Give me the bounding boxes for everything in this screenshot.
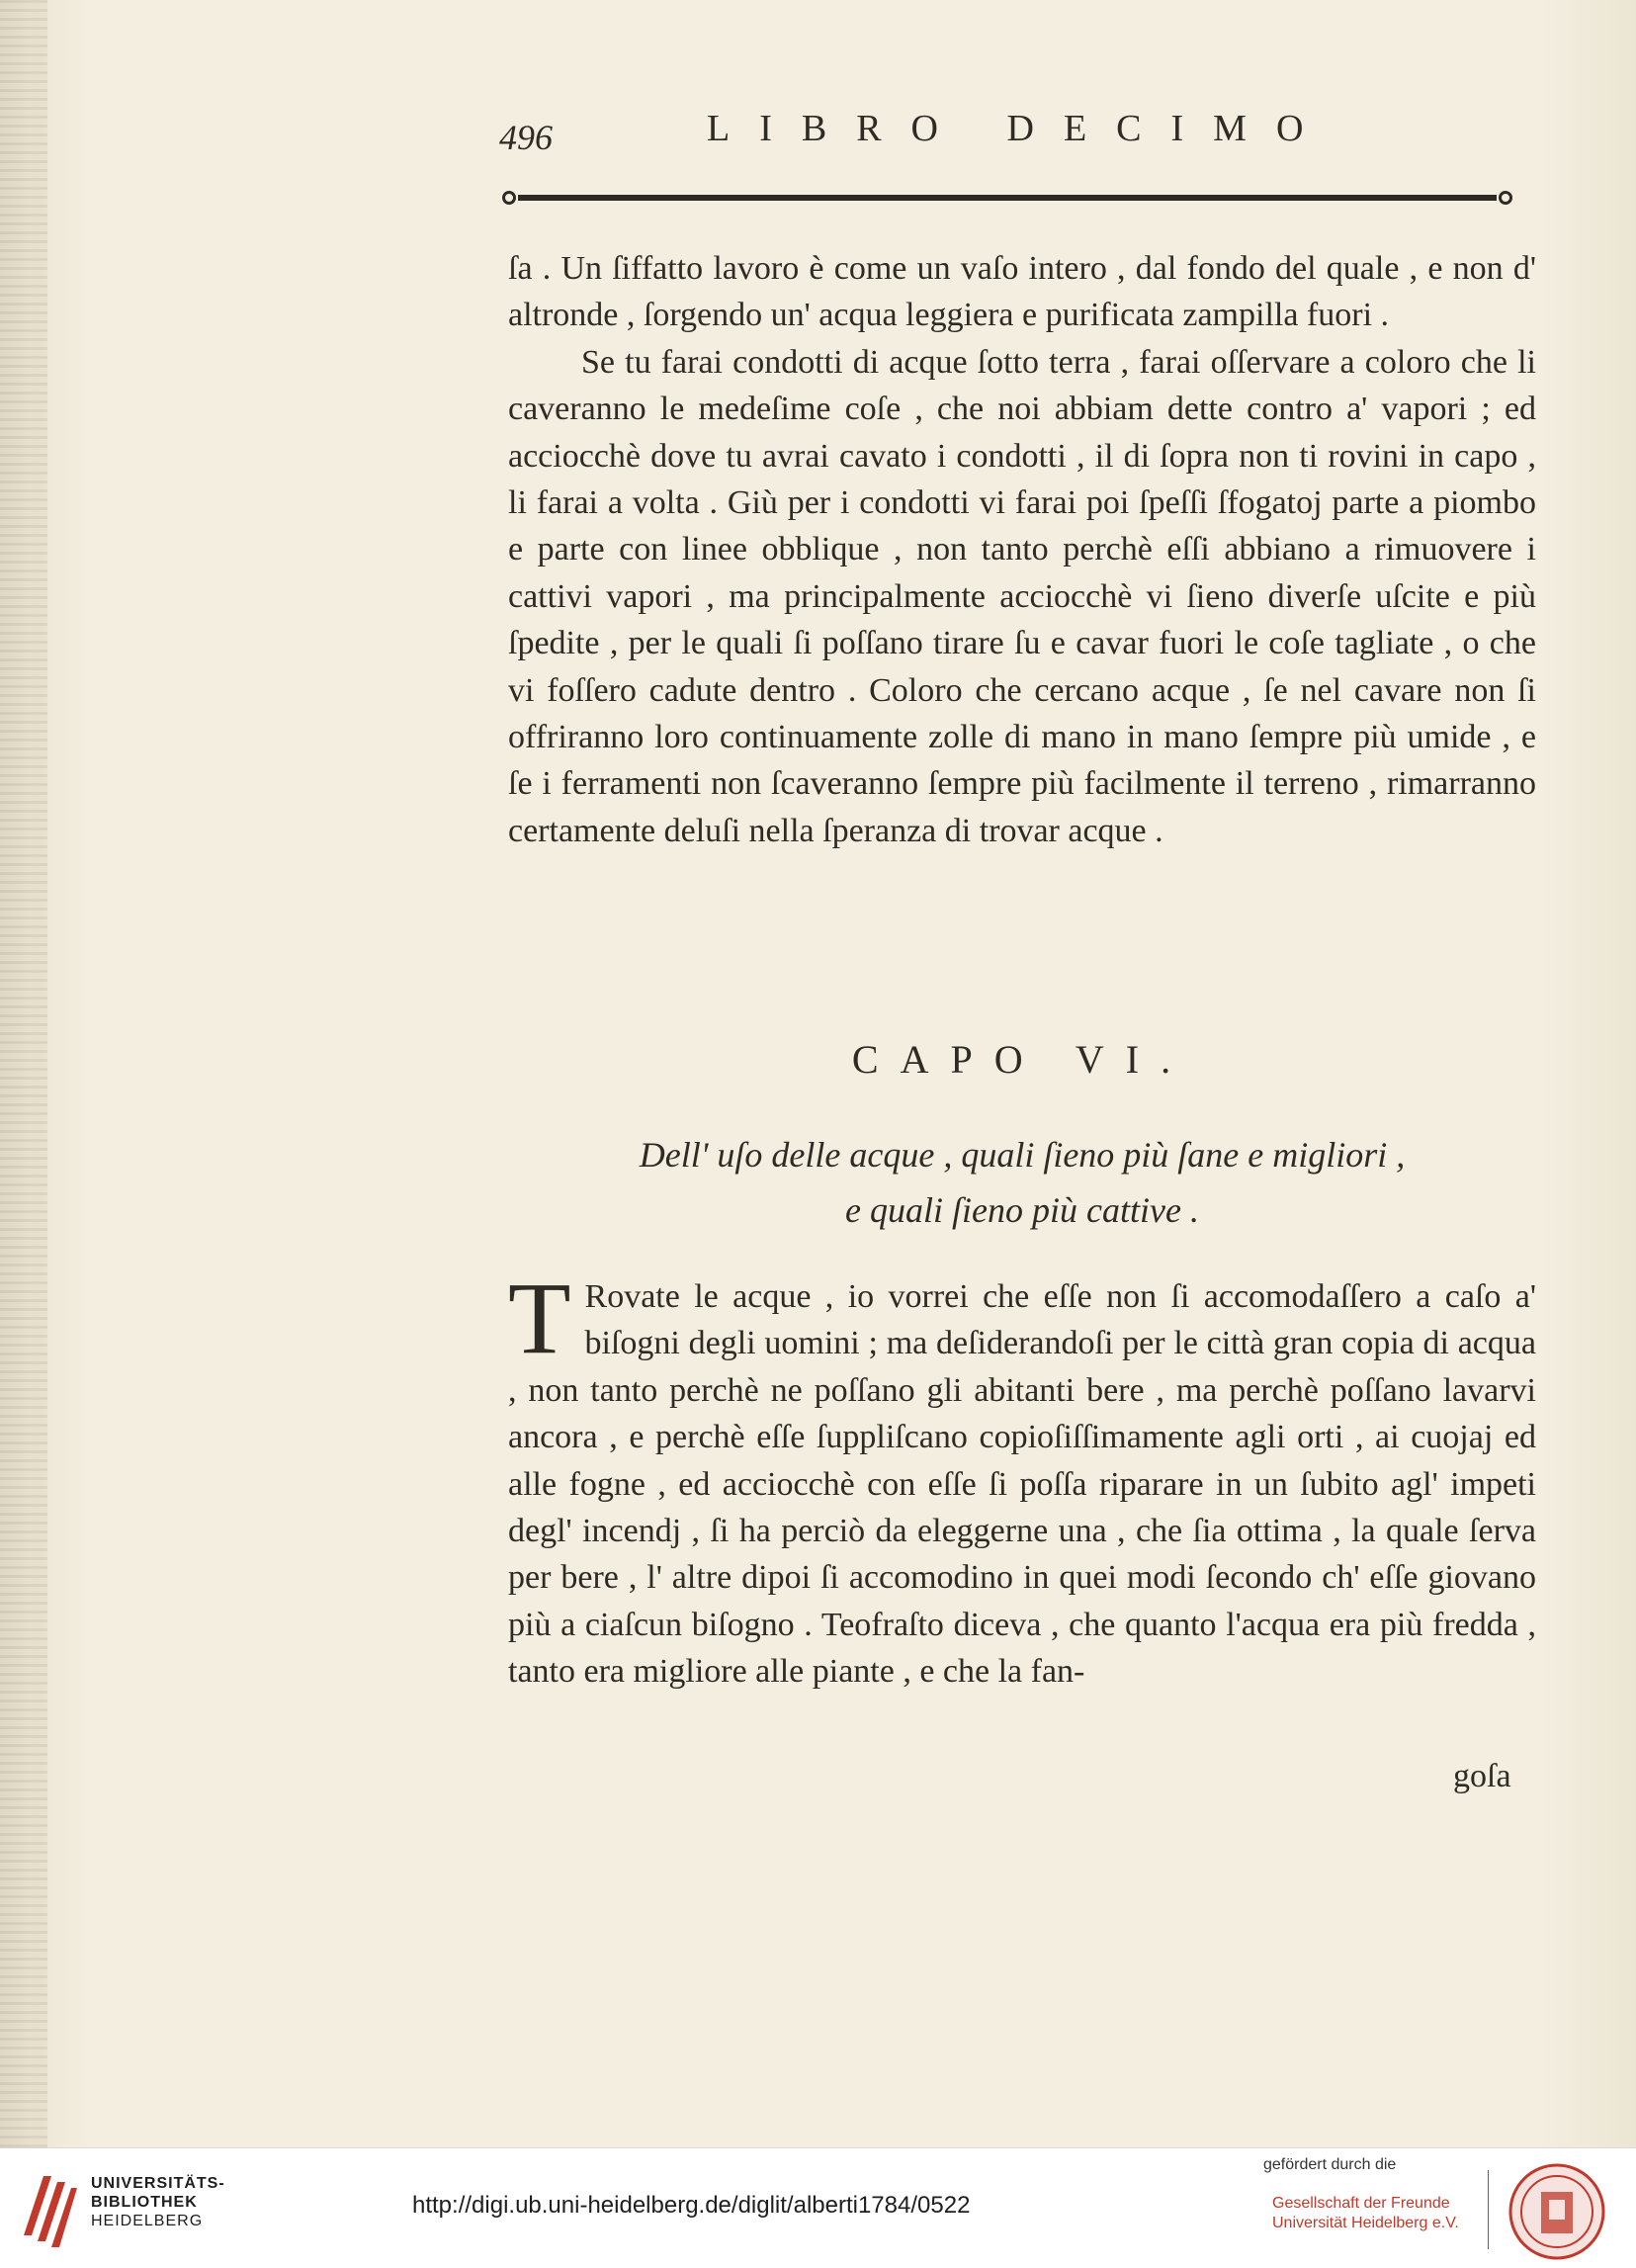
rule-left-ornament <box>502 191 516 205</box>
paragraph: ſa . Un ſiffatto lavoro è come un vaſo intero , dal fondo del quale , e non d' altronde , ſorgendo un' acqua leggiera e purificata zampilla fuori . <box>508 250 1536 334</box>
body-text <box>508 245 1536 854</box>
chapter-paragraph: Rovate le acque , io vorrei che eſſe non ſi accomodaſſero a caſo a' biſogni degli uomini ; ma deſiderandoſi per le città gran copia di acqua , non tanto perchè ne poſſano gli abitanti bere , ma perchè poſſano lavarvi ancora , e perchè eſſe ſuppliſcano copioſiſſimamente agli orti , ai cuojaj ed alle fogne , ed acciocchè con eſſe ſi poſſa riparare in un ſubito agl' impeti degl' incendj , ſi ha perciò da eleggerne una , che ſia ottima , la quale ſerva per bere , l' altre dipoi ſi accomodino in quei modi ſecondo ch' eſſe giovano più a ciaſcun biſogno . Teofraſto diceva , che quanto l'acqua era più fredda , tanto era migliore alle piante , e che la fan- <box>508 1278 1536 1691</box>
running-head <box>499 107 1507 156</box>
drop-cap: T <box>508 1262 571 1375</box>
sponsor-name-line: Universität Heidelberg e.V. <box>1272 2215 1459 2231</box>
library-name-line: HEIDELBERG <box>91 2213 204 2229</box>
footer-bar <box>0 2147 1636 2268</box>
chapter-subtitle-line: Dell' uſo delle acque , quali ſieno più ſane e migliori , <box>639 1135 1406 1175</box>
university-seal-icon <box>1507 2162 1606 2261</box>
chapter-title: CAPO VI. <box>851 1037 1193 1082</box>
library-name-line: UNIVERSITÄTS- <box>91 2175 225 2192</box>
sponsor-divider <box>1488 2170 1489 2249</box>
permalink-url[interactable]: http://digi.ub.uni-heidelberg.de/diglit/alberti1784/0522 <box>412 2192 971 2219</box>
library-name-line: BIBLIOTHEK <box>91 2194 198 2211</box>
paragraph: Se tu farai condotti di acque ſotto terra , farai oſſervare a coloro che li caveranno le medeſime coſe , che noi abbiam dette contro a' vapori ; ed acciocchè dove tu avrai cavato i condotti , il di ſopra non ti rovini in capo , li farai a volta . Giù per i condotti vi farai poi ſpeſſi ſfogatoj parte a piombo e parte con linee obblique , non tanto perchè eſſi abbiano a rimuovere i cattivi vapori , ma principalmente acciocchè vi ſieno diverſe uſcite e più ſpedite , per le quali ſi poſſano tirare ſu e cavar fuori le coſe tagliate , o che vi foſſero cadute dentro . Coloro che cercano acque , ſe nel cavare non ſi offriranno loro continuamente zolle di mano in mano ſempre più umide , e ſe i ferramenti non ſcaveranno ſempre più facilmente il terreno , rimarranno certamente deluſi nella ſperanza di trovar acque . <box>508 343 1536 849</box>
rule-bar <box>518 195 1497 201</box>
sponsor-label: gefördert durch die <box>1263 2156 1397 2173</box>
catchword: goſa <box>1453 1758 1511 1794</box>
sponsor-name <box>1272 2194 1459 2233</box>
sponsor-name-line: Gesellschaft der Freunde <box>1272 2195 1450 2212</box>
header-title: LIBRO DECIMO <box>707 108 1334 149</box>
library-name <box>91 2174 225 2230</box>
page-number: 496 <box>499 118 553 157</box>
library-logo-icon <box>20 2166 81 2249</box>
ornamental-rule <box>502 191 1512 205</box>
chapter-body <box>508 1262 1536 1696</box>
chapter-subtitle-line: e quali ſieno più cattive . <box>845 1190 1199 1230</box>
rule-right-ornament <box>1499 191 1512 205</box>
chapter-subtitle <box>508 1127 1536 1238</box>
